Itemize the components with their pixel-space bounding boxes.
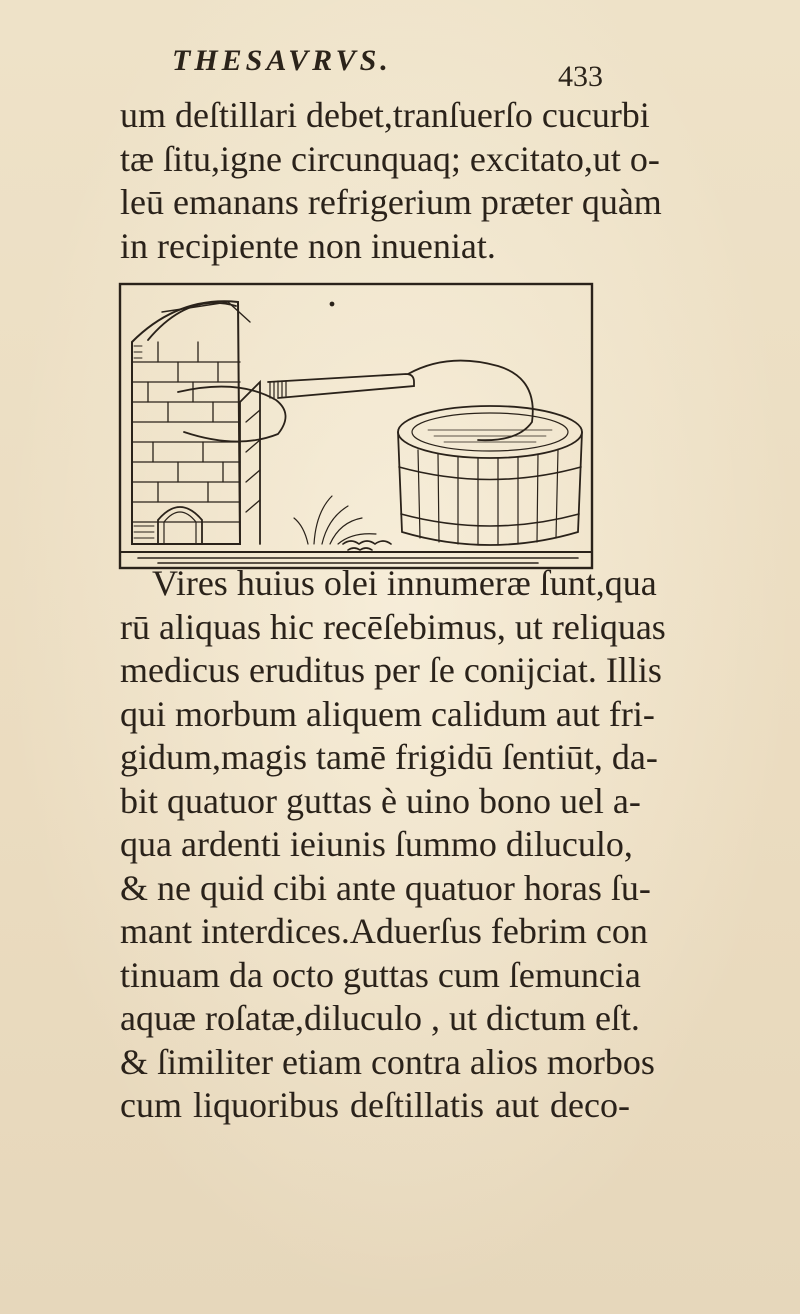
text-line: tæ ſitu,igne circunquaq; excitato,ut o- [120, 138, 660, 179]
text-line: & ne quid cibi ante quatuor horas ſu- [120, 867, 651, 908]
page-number: 433 [558, 60, 603, 93]
text-line: mant interdices.Aduerſus febrim con [120, 911, 648, 951]
text-line: rū aliquas hic recēſebimus, ut reliquas [120, 606, 666, 647]
text-line: & ſimiliter etiam contra alios morbos [120, 1041, 655, 1082]
distillation-woodcut-illustration [118, 282, 594, 570]
text-line: gidum,magis tamē frigidū ſentiūt, da- [120, 737, 658, 777]
text-line: in recipiente non inueniat. [120, 225, 496, 266]
running-head: THESAVRVS. [172, 44, 392, 77]
text-line: leū emanans refrigerium præter quàm [120, 182, 662, 222]
text-block-bottom [120, 562, 666, 1128]
text-line: bit quatuor guttas è uino bono uel a- [120, 780, 641, 821]
text-line: tinuam da octo guttas cum ſemuncia [120, 954, 641, 995]
text-line: cum liquoribus deſtillatis aut deco- [120, 1085, 630, 1125]
text-line: medicus eruditus per ſe conijciat. Illis [120, 650, 662, 690]
text-line: qui morbum aliquem calidum aut fri- [120, 693, 655, 734]
text-line: qua ardenti ieiunis ſummo diluculo, [120, 824, 633, 864]
text-block-top [120, 94, 662, 268]
text-line: Vires huius olei innumeræ ſunt,qua [152, 563, 657, 603]
text-line: um deſtillari debet,tranſuerſo cucurbi [120, 95, 650, 135]
text-line: aquæ roſatæ,diluculo , ut dictum eſt. [120, 998, 640, 1038]
